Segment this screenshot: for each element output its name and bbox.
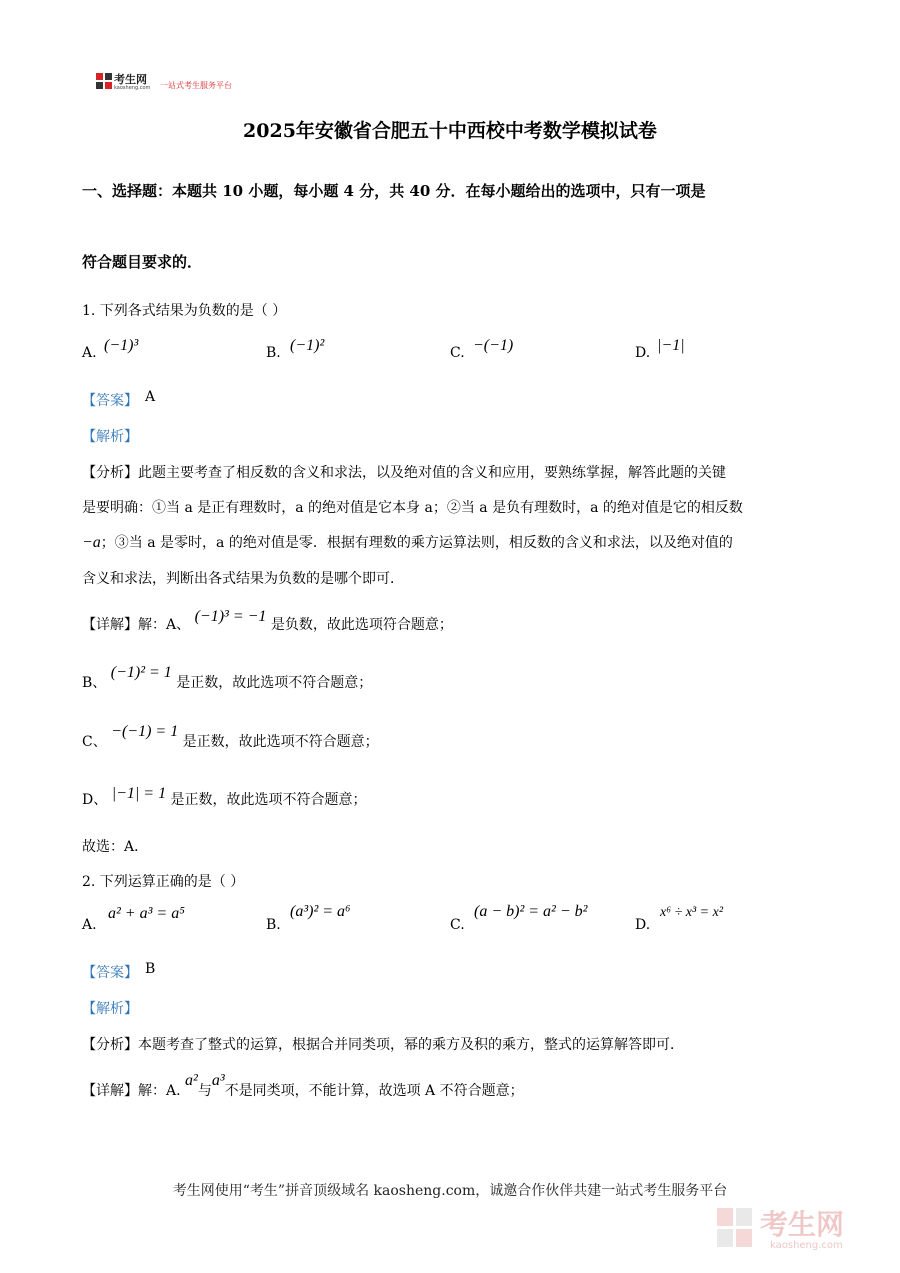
q1-opt-b: (−1)² bbox=[290, 337, 325, 354]
q1-analysis-label: 【解析】 bbox=[82, 429, 138, 445]
q2-detail-label: 【详解】 bbox=[82, 1083, 138, 1099]
q1-detail-c bbox=[82, 723, 379, 751]
section-heading-line2: 符合题目要求的． bbox=[82, 253, 203, 271]
q2-fenxi-line bbox=[82, 1034, 684, 1054]
q1-detail-d-math: |−1| = 1 bbox=[111, 785, 167, 802]
q1-detail-c-math: −(−1) = 1 bbox=[111, 723, 179, 740]
q2-opt-a-label: A. bbox=[82, 917, 97, 933]
q1-detail-b-post: 是正数，故此选项不符合题意； bbox=[176, 675, 373, 691]
logo-icon bbox=[96, 73, 112, 90]
q1-opt-d-label: D. bbox=[635, 345, 651, 361]
section-heading-line1: 一、选择题：本题共 10 小题，每小题 4 分，共 40 分．在每小题给出的选项中，只有一项是 bbox=[82, 182, 706, 200]
logo-slogan: 一站式考生服务平台 bbox=[160, 81, 232, 90]
q2-fenxi-text: 本题考查了整式的运算，根据合并同类项，幂的乘方及积的乘方，整式的运算解答即可． bbox=[138, 1037, 684, 1053]
q2-detail-line bbox=[82, 1072, 524, 1100]
q1-answer: A bbox=[145, 389, 156, 405]
q1-fenxi-text1: 此题主要考查了相反数的含义和求法，以及绝对值的含义和应用，要熟练掌握，解答此题的关键 bbox=[138, 465, 726, 481]
q1-fenxi-line1 bbox=[82, 462, 726, 482]
q1-detail-b-math: (−1)² = 1 bbox=[110, 664, 172, 681]
logo-domain: kaosheng.com bbox=[114, 85, 151, 91]
q2-detail-post: 不是同类项，不能计算，故选项 A 不符合题意； bbox=[224, 1083, 524, 1099]
q1-opt-b-label: B. bbox=[266, 345, 281, 361]
q1-detail-b bbox=[82, 664, 373, 692]
q1-opt-c: −(−1) bbox=[473, 337, 514, 354]
q1-detail-label: 【详解】 bbox=[82, 617, 138, 633]
watermark-domain: kaosheng.com bbox=[770, 1240, 843, 1251]
logo-name: 考生网 bbox=[114, 73, 147, 86]
q1-detail-a bbox=[82, 608, 453, 634]
q2-detail-math1: a² bbox=[185, 1072, 198, 1089]
q2-opt-c-label: C. bbox=[450, 917, 465, 933]
q2-detail-mid: 与 bbox=[197, 1083, 212, 1099]
q1-conclusion: 故选：A． bbox=[82, 839, 149, 855]
q1-detail-a-math: (−1)³ = −1 bbox=[194, 608, 267, 625]
q1-fenxi-line3 bbox=[82, 532, 733, 552]
q1-fenxi-label: 【分析】 bbox=[82, 465, 138, 481]
q1-detail-c-pre: C、 bbox=[82, 734, 107, 750]
q1-stem: 1. 下列各式结果为负数的是（ ） bbox=[82, 303, 287, 319]
q2-opt-d: x⁶ ÷ x³ = x² bbox=[660, 905, 724, 920]
q1-opt-a: (−1)³ bbox=[104, 337, 139, 354]
q2-detail-math2: a³ bbox=[211, 1072, 225, 1089]
watermark-logo-icon bbox=[717, 1208, 753, 1248]
q1-fenxi-line2: 是要明确：①当 a 是正有理数时，a 的绝对值是它本身 a；②当 a 是负有理数时，a 的绝对值是它的相反数 bbox=[82, 500, 743, 516]
footer-text: 考生网使用“考生”拼音顶级域名 kaosheng.com，诚邀合作伙伴共建一站式考生服务平台 bbox=[172, 1183, 728, 1199]
q1-detail-b-pre: B、 bbox=[82, 675, 107, 691]
q2-opt-c: (a − b)² = a² − b² bbox=[474, 903, 588, 920]
q1-fenxi-text3: ；③当 a 是零时，a 的绝对值是零．根据有理数的乘方运算法则，相反数的含义和求法，以及绝对值的 bbox=[100, 535, 733, 551]
q1-detail-d-pre: D、 bbox=[82, 792, 108, 808]
q1-detail-a-post: 是负数，故此选项符合题意； bbox=[270, 617, 453, 633]
q2-stem: 2. 下列运算正确的是（ ） bbox=[82, 874, 245, 890]
q2-answer: B bbox=[145, 961, 156, 977]
watermark-name: 考生网 bbox=[760, 1208, 845, 1241]
q2-opt-a: a² + a³ = a⁵ bbox=[108, 905, 185, 922]
q2-answer-label: 【答案】 bbox=[82, 965, 138, 981]
q1-opt-a-label: A. bbox=[82, 345, 97, 361]
q1-opt-c-label: C. bbox=[450, 345, 465, 361]
page-title: 2025年安徽省合肥五十中西校中考数学模拟试卷 bbox=[243, 120, 657, 142]
q1-detail-d bbox=[82, 785, 367, 809]
q2-analysis-label: 【解析】 bbox=[82, 1001, 138, 1017]
q1-opt-d: |−1| bbox=[657, 337, 685, 354]
q2-opt-b-label: B. bbox=[266, 917, 281, 933]
q1-detail-d-post: 是正数，故此选项不符合题意； bbox=[170, 792, 367, 808]
q2-detail-pre: 解：A. bbox=[138, 1083, 186, 1099]
q1-fenxi-math: −a bbox=[82, 534, 101, 551]
q1-detail-c-post: 是正数，故此选项不符合题意； bbox=[182, 734, 379, 750]
q1-fenxi-line4: 含义和求法，判断出各式结果为负数的是哪个即可． bbox=[82, 571, 404, 587]
q2-opt-d-label: D. bbox=[635, 917, 651, 933]
q2-opt-b: (a³)² = a⁶ bbox=[290, 903, 351, 920]
q2-fenxi-label: 【分析】 bbox=[82, 1037, 138, 1053]
q1-detail-a-pre: 解：A、 bbox=[138, 617, 191, 633]
q1-answer-label: 【答案】 bbox=[82, 393, 138, 409]
